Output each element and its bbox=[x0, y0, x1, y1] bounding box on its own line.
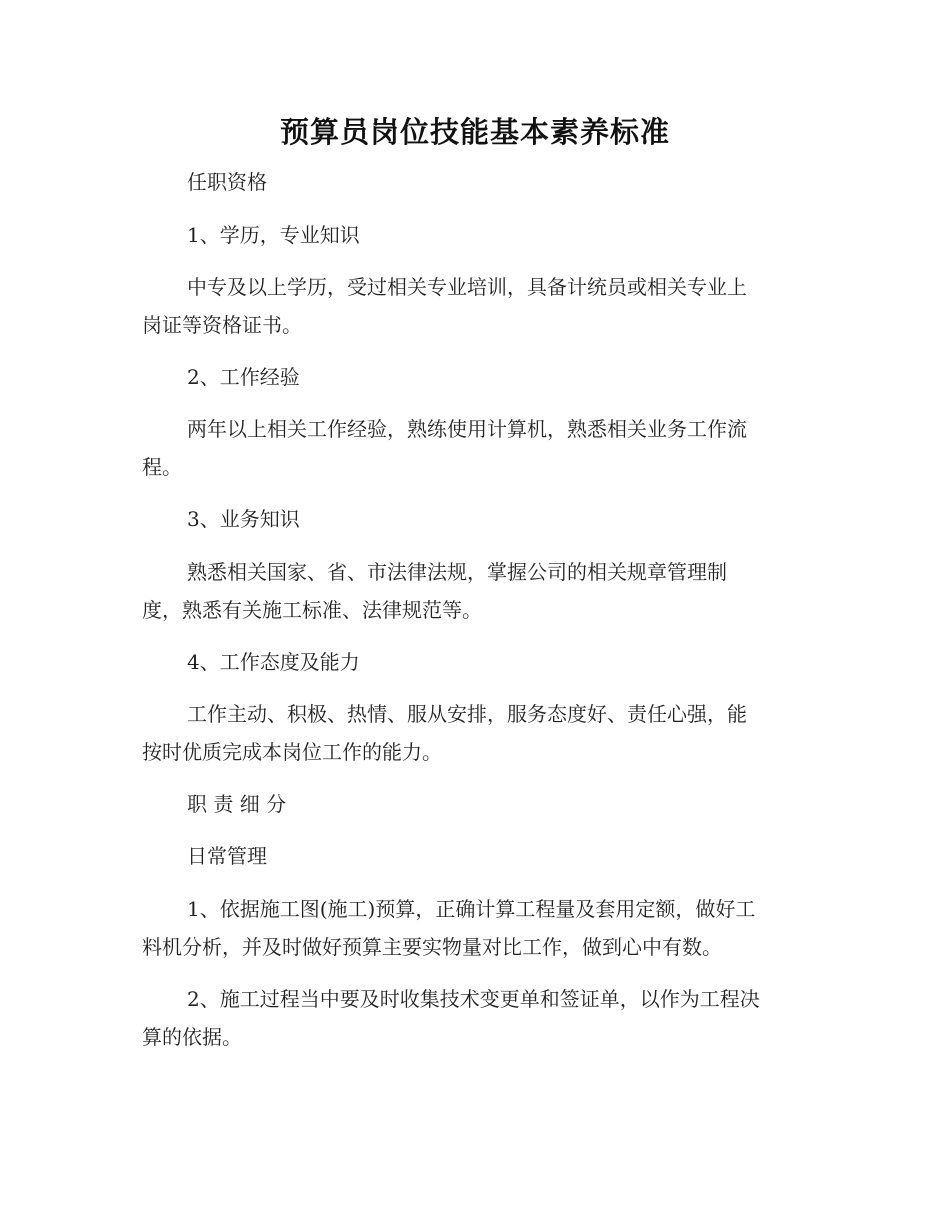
paragraph-line: 按时优质完成本岗位工作的能力。 bbox=[142, 740, 442, 764]
subheading-business-knowledge: 3、业务知识 bbox=[187, 507, 300, 531]
paragraph-line: 熟悉相关国家、省、市法律法规，掌握公司的相关规章管理制 bbox=[187, 560, 727, 584]
subheading-education: 1、学历，专业知识 bbox=[187, 223, 360, 247]
paragraph-line: 算的依据。 bbox=[142, 1025, 242, 1049]
paragraph-line: 岗证等资格证书。 bbox=[142, 313, 302, 337]
document-title: 预算员岗位技能基本素养标准 bbox=[279, 115, 670, 149]
paragraph-line: 料机分析，并及时做好预算主要实物量对比工作，做到心中有数。 bbox=[142, 935, 722, 959]
paragraph-line: 中专及以上学历，受过相关专业培训，具备计统员或相关专业上 bbox=[187, 275, 747, 299]
subheading-experience: 2、工作经验 bbox=[187, 365, 300, 389]
subheading-daily-management: 日常管理 bbox=[187, 844, 267, 868]
paragraph-line: 2、施工过程当中要及时收集技术变更单和签证单，以作为工程决 bbox=[187, 987, 760, 1011]
section-heading-duties: 职 责 细 分 bbox=[187, 792, 287, 816]
paragraph-line: 两年以上相关工作经验，熟练使用计算机，熟悉相关业务工作流 bbox=[187, 417, 747, 441]
subheading-attitude-ability: 4、工作态度及能力 bbox=[187, 650, 360, 674]
paragraph-line: 1、依据施工图(施工)预算，正确计算工程量及套用定额，做好工 bbox=[187, 897, 756, 921]
paragraph-line: 程。 bbox=[142, 455, 182, 479]
section-heading-qualifications: 任职资格 bbox=[187, 170, 267, 194]
paragraph-line: 度，熟悉有关施工标准、法律规范等。 bbox=[142, 598, 482, 622]
paragraph-line: 工作主动、积极、热情、服从安排，服务态度好、责任心强，能 bbox=[187, 702, 747, 726]
